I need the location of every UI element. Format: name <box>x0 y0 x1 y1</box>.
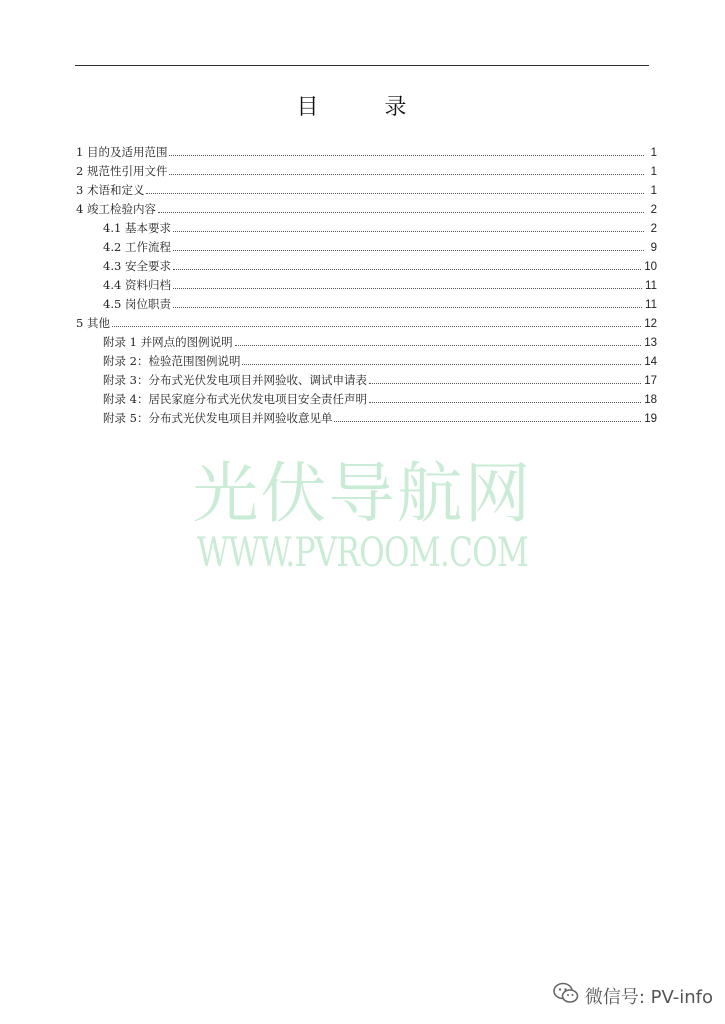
toc-dot-leader <box>158 211 644 213</box>
toc-dot-leader <box>146 192 644 194</box>
table-of-contents <box>76 143 657 428</box>
toc-entry[interactable] <box>76 314 657 333</box>
toc-entry-page: 18 <box>644 394 657 406</box>
toc-entry-page: 9 <box>650 242 657 254</box>
toc-entry[interactable] <box>76 390 657 409</box>
toc-dot-leader <box>173 306 642 308</box>
toc-entry-label: 附录 4：居民家庭分布式光伏发电项目安全责任声明 <box>103 392 367 406</box>
toc-entry-label: 1 目的及适用范围 <box>76 145 168 159</box>
toc-entry[interactable] <box>76 409 657 428</box>
toc-entry-page: 11 <box>645 299 657 311</box>
toc-entry-label: 4.4 资料归档 <box>103 278 171 292</box>
toc-entry[interactable] <box>76 238 657 257</box>
toc-entry[interactable] <box>76 181 657 200</box>
toc-dot-leader <box>173 268 641 270</box>
toc-entry-label: 附录 2：检验范围图例说明 <box>103 354 241 368</box>
toc-dot-leader <box>369 382 641 384</box>
toc-entry-page: 1 <box>650 166 657 178</box>
toc-entry[interactable] <box>76 276 657 295</box>
toc-entry-label: 附录 3：分布式光伏发电项目并网验收、调试申请表 <box>103 373 367 387</box>
header-rule <box>75 65 649 66</box>
toc-dot-leader <box>112 325 641 327</box>
toc-entry-page: 11 <box>645 280 657 292</box>
footer-brand-text: 微信号: PV-info <box>584 986 713 1008</box>
toc-entry[interactable] <box>76 219 657 238</box>
toc-entry[interactable] <box>76 371 657 390</box>
toc-dot-leader <box>169 154 644 156</box>
toc-entry-page: 12 <box>644 318 657 330</box>
toc-entry-label: 2 规范性引用文件 <box>76 164 168 178</box>
toc-entry-label: 附录 5：分布式光伏发电项目并网验收意见单 <box>103 411 333 425</box>
wechat-icon <box>553 982 579 1009</box>
toc-dot-leader <box>173 230 644 232</box>
toc-entry-page: 13 <box>644 337 657 349</box>
toc-entry-label: 4 竣工检验内容 <box>76 202 156 216</box>
toc-entry-label: 4.2 工作流程 <box>103 240 171 254</box>
toc-entry-label: 4.3 安全要求 <box>103 259 171 273</box>
toc-entry-label: 4.5 岗位职责 <box>103 297 171 311</box>
toc-dot-leader <box>173 249 644 251</box>
toc-entry-page: 17 <box>644 375 657 387</box>
toc-dot-leader <box>169 173 644 175</box>
toc-entry[interactable] <box>76 200 657 219</box>
toc-entry[interactable] <box>76 333 657 352</box>
toc-entry[interactable] <box>76 257 657 276</box>
toc-entry-page: 10 <box>644 261 657 273</box>
toc-dot-leader <box>334 420 641 422</box>
toc-entry[interactable] <box>76 295 657 314</box>
toc-dot-leader <box>242 363 641 365</box>
toc-entry-label: 附录 1 并网点的图例说明 <box>103 335 233 349</box>
toc-entry[interactable] <box>76 162 657 181</box>
toc-entry-page: 2 <box>650 204 657 216</box>
toc-dot-leader <box>173 287 642 289</box>
toc-dot-leader <box>369 401 641 403</box>
toc-entry-label: 5 其他 <box>76 316 110 330</box>
toc-dot-leader <box>235 344 642 346</box>
toc-entry-page: 2 <box>650 223 657 235</box>
toc-entry-page: 14 <box>644 356 657 368</box>
toc-entry-label: 4.1 基本要求 <box>103 221 171 235</box>
toc-entry-page: 19 <box>644 413 657 425</box>
watermark-url: WWW.PVROOM.COM <box>196 530 529 576</box>
toc-entry[interactable] <box>76 352 657 371</box>
toc-entry[interactable] <box>76 143 657 162</box>
toc-entry-page: 1 <box>650 185 657 197</box>
page-title: 目 录 <box>296 95 429 120</box>
toc-entry-label: 3 术语和定义 <box>76 183 145 197</box>
watermark-text: 光伏导航网 <box>192 455 533 532</box>
toc-entry-page: 1 <box>650 147 657 159</box>
footer-brand <box>553 982 713 1009</box>
